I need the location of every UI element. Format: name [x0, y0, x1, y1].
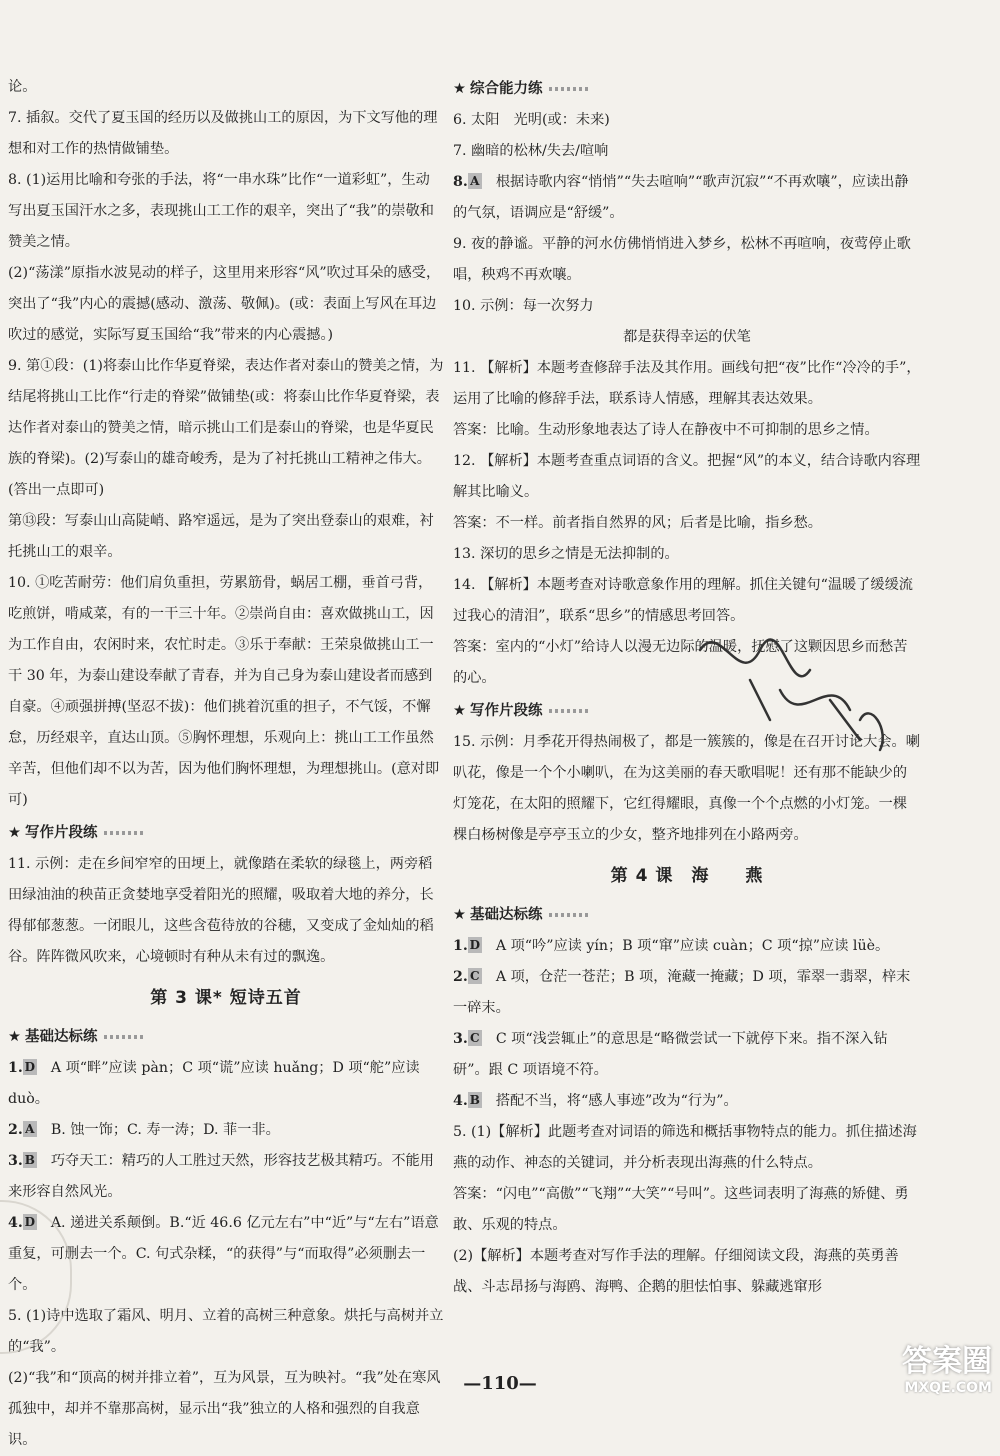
answer-4: 4. B 搭配不当，将“感人事迹”改为“行为”。 [453, 1093, 738, 1109]
star-icon: ★ [453, 703, 466, 719]
star-icon: ★ [453, 81, 466, 97]
answer-text: 论。 [8, 79, 37, 95]
answer-15: 15. 示例：月季花开得热闹极了，都是一簇簇的，像是在召开讨论大会。喇叭花，像是一个个小喇叭，在为这美丽的春天歌唱呢！还有那不能缺少的灯笼花，在太阳的照耀下，它红得耀眼，真像一个个点燃的小灯笼。一棵棵白杨树像是亭亭玉立的少女，整齐地排列在小路两旁。 [453, 734, 920, 843]
watermark-url: MXQE.COM [904, 1380, 992, 1396]
answer-12-analysis: 12. 【解析】本题考查重点词语的含义。把握“风”的本义，结合诗歌内容理解其比喻义。 [453, 453, 921, 500]
lesson-title-3: 第 3 课* 短诗五首 [150, 988, 302, 1008]
answer-14-analysis: 14. 【解析】本题考查对诗歌意象作用的理解。抓住关键句“温暖了缓缓流过我心的清泪”，联系“思乡”的情感思考回答。 [453, 577, 913, 624]
answer-5-part2: (2)“我”和“顶高的树并排立着”，互为风景，互为映衬。“我”处在寒风孤独中，却并不靠那高树，显示出“我”独立的人格和强烈的自我意识。 [8, 1370, 441, 1448]
answer-6: 6. 太阳 光明(或：未来) [453, 112, 610, 128]
section-heading-writing: ★ 写作片段练 [453, 696, 921, 727]
answer-11-answer: 答案：比喻。生动形象地表达了诗人在静夜中不可抑制的思乡之情。 [453, 422, 879, 438]
answer-5-answer: 答案：“闪电”“高傲”“飞翔”“大笑”“号叫”。这些词表明了海燕的矫健、勇敢、乐观的特点。 [453, 1186, 909, 1233]
answer-9: 9. 夜的静谧。平静的河水仿佛悄悄进入梦乡，松林不再喧响，夜莺停止歌唱，秧鸡不再欢嚷。 [453, 236, 911, 283]
dash-bar-icon [104, 831, 144, 835]
answer-2: 2. C A 项，仓茫一苍茫；B 项，淹藏一掩藏；D 项，霏翠一翡翠，梓末一碎末。 [453, 969, 911, 1016]
answer-4: 4. D A. 递进关系颠倒。B.“近 46.6 亿元左右”中“近”与“左右”语意重复，可删去一个。C. 句式杂糅，“的获得”与“而取得”必须删去一个。 [8, 1215, 439, 1293]
answer-14-answer: 答案：室内的“小灯”给诗人以漫无边际的温暖，抚慰了这颗因思乡而愁苦的心。 [453, 639, 908, 686]
lesson-title-4: 第 4 课 海 燕 [610, 866, 764, 886]
left-column [8, 72, 444, 1456]
answer-key-badge: A [468, 173, 482, 189]
answer-5-part1: 5. (1)诗中选取了霜风、明月、立着的高树三种意象。烘托与高树并立的“我”。 [8, 1308, 444, 1355]
section-heading-writing: ★ 写作片段练 [8, 818, 444, 849]
answer-3: 3. B 巧夺天工：精巧的人工胜过天然，形容技艺极其精巧。不能用来形容自然风光。 [8, 1153, 434, 1200]
answer-7: 7. 幽暗的松林/失去/喧响 [453, 143, 609, 159]
answer-key-badge: D [24, 1060, 36, 1074]
answer-10-line1: 10. 示例：每一次努力 [453, 298, 594, 314]
answer-8: 8. A 根据诗歌内容“悄悄”“失去喧响”“歌声沉寂”“不再欢嚷”，应读出静的气氛，语调应是“舒缓”。 [453, 174, 909, 221]
answer-key-badge: B [469, 1093, 480, 1107]
answer-13: 13. 深切的思乡之情是无法抑制的。 [453, 546, 679, 562]
dash-bar-icon [549, 709, 589, 713]
answer-9-part2: 第⑬段：写泰山山高陡峭、路窄遥远，是为了突出登泰山的艰难，衬托挑山工的艰辛。 [8, 513, 434, 560]
answer-key-badge: A [23, 1121, 37, 1137]
answer-5-analysis: 5. (1)【解析】此题考查对词语的筛选和概括事物特点的能力。抓住描述海燕的动作、神态的关键词，并分析表现出海燕的什么特点。 [453, 1124, 917, 1171]
answer-key-badge: C [468, 968, 482, 984]
dash-bar-icon [549, 87, 589, 91]
section-heading-basic: ★ 基础达标练 [8, 1022, 444, 1053]
answer-10-line2: 都是获得幸运的伏笔 [623, 329, 751, 345]
answer-11: 11. 示例：走在乡间窄窄的田埂上，就像踏在柔软的绿毯上，两旁稻田绿油油的秧苗正贪婪地享受着阳光的照耀，吸取着大地的养分，长得郁郁葱葱。一闭眼儿，这些含苞待放的谷穗，又变成了金灿灿的稻谷。阵阵微风吹来，心境顿时有种从未有过的飘逸。 [8, 856, 434, 965]
star-icon: ★ [8, 1029, 21, 1045]
answer-2: 2. A B. 蚀一饰；C. 寿一涛；D. 菲一非。 [8, 1122, 280, 1138]
answer-11-analysis: 11. 【解析】本题考查修辞手法及其作用。画线句把“夜”比作“冷冷的手”，运用了比喻的修辞手法，联系诗人情感，理解其表达效果。 [453, 360, 921, 407]
answer-1: 1. D A 项“吟”应读 yín；B 项“窜”应读 cuàn；C 项“掠”应读 lüè。 [453, 938, 890, 954]
answer-key-badge: D [469, 938, 481, 952]
answer-9-part1: 9. 第①段：(1)将泰山比作华夏脊梁，表达作者对泰山的赞美之情，为结尾将挑山工比作“行走的脊梁”做铺垫(或：将泰山比作华夏脊梁，表达作者对泰山的赞美之情，暗示挑山工们是泰山的脊梁，也是华夏民族的脊梁)。(2)写泰山的雄奇峻秀，是为了衬托挑山工精神之伟大。(答出一点即可) [8, 358, 444, 498]
star-icon: ★ [8, 825, 21, 841]
answer-8-part1: 8. (1)运用比喻和夸张的手法，将“一串水珠”比作“一道彩虹”，生动写出夏玉国汗水之多，表现挑山工工作的艰辛，突出了“我”的崇敬和赞美之情。 [8, 172, 434, 250]
watermark-text: 答案圈 [902, 1344, 992, 1379]
star-icon: ★ [453, 907, 466, 923]
handwriting-scribble-icon [690, 610, 900, 760]
section-heading-comprehensive: ★ 综合能力练 [453, 74, 921, 105]
answer-1: 1. D A 项“畔”应读 pàn；C 项“谎”应读 huǎng；D 项“舵”应读 duò。 [8, 1060, 420, 1107]
answer-key-badge: C [468, 1030, 482, 1046]
answer-3: 3. C C 项“浅尝辄止”的意思是“略微尝试一下就停下来。指不深入钻研”。跟 C 项语境不符。 [453, 1031, 888, 1078]
answer-key-badge: D [24, 1215, 36, 1229]
dash-bar-icon [104, 1035, 144, 1039]
answer-12-answer: 答案：不一样。前者指自然界的风；后者是比喻，指乡愁。 [453, 515, 822, 531]
section-heading-basic: ★ 基础达标练 [453, 900, 921, 931]
page-number: —110— [463, 1373, 537, 1394]
answer-8-part2: (2)“荡漾”原指水波晃动的样子，这里用来形容“风”吹过耳朵的感受，突出了“我”内心的震撼(感动、激荡、敬佩)。(或：表面上写风在耳边吹过的感觉，实际写夏玉国给“我”带来的内心震撼。) [8, 265, 441, 343]
answer-key-badge: B [24, 1153, 35, 1167]
answer-10: 10. ①吃苦耐劳：他们肩负重担，劳累筋骨，蜗居工棚，垂首弓背，吃煎饼，啃咸菜，有的一干三十年。②崇尚自由：喜欢做挑山工，因为工作自由，农闲时来，农忙时走。③乐于奉献：王荣泉做挑山工一干 30 年，为泰山建设奉献了青春，并为自己身为泰山建设者而感到自豪。④顽强拼搏(坚忍不拔)：他们挑着沉重的担子，不气馁，不懈怠，历经艰辛，直达山顶。⑤胸怀理想，乐观向上：挑山工工作虽然辛苦，但他们却不以为苦，因为他们胸怀理想，为理想挑山。(意对即可) [8, 575, 440, 808]
watermark-logo [842, 1345, 992, 1405]
answer-7: 7. 插叙。交代了夏玉国的经历以及做挑山工的原因，为下文写他的理想和对工作的热情做铺垫。 [8, 110, 438, 157]
answer-5-part2-analysis: (2)【解析】本题考查对写作手法的理解。仔细阅读文段，海燕的英勇善战、斗志昂扬与海鸥、海鸭、企鹅的胆怯怕事、躲藏逃窜形 [453, 1248, 899, 1295]
dash-bar-icon [549, 913, 589, 917]
